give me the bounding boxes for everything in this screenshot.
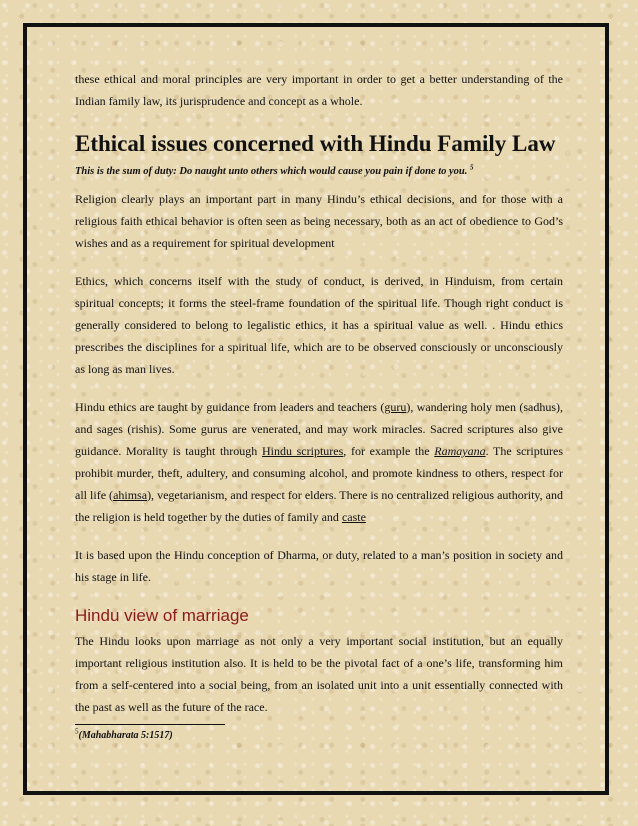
footnote — [75, 729, 563, 743]
link-ramayana[interactable]: Ramayana — [434, 444, 486, 458]
footnote-ref[interactable]: 5 — [470, 163, 474, 172]
footnote-text: (Mahabharata 5:1517) — [78, 730, 173, 741]
text-span: ), vegetarianism, and respect for elders. There is no centralized religious authority, and the religion is held together by the duties of family and — [75, 488, 564, 524]
link-hindu-scriptures[interactable]: Hindu scriptures — [261, 444, 344, 458]
paragraph-marriage: The Hindu looks upon marriage as not only a very important social institution, but an equally important religious institution also. It is held to be the pivotal fact of a one’s life, transforming him from a self-centered into a social being, from an isolated unit into a unit essentially connected with the past as well as the future of the race. — [75, 634, 563, 714]
epigraph-quote — [75, 162, 563, 182]
footnote-divider — [75, 724, 225, 725]
paragraph-ethics: Ethics, which concerns itself with the study of conduct, is derived, in Hinduism, from certain spiritual concepts; it forms the steel-frame foundation of the spiritual life. Though right conduct is generally considered to belong to legalistic ethics, it has a spiritual value as well. . Hindu ethics prescribes the disciplines for a spiritual life, which are to be observed consciously or unconsciously as long as man lives. — [75, 274, 563, 376]
subheading-marriage: Hindu view of marriage — [75, 606, 249, 625]
link-ahimsa[interactable]: ahimsa — [113, 488, 148, 502]
text-span: Hindu ethics are taught by guidance from leaders and teachers ( — [75, 400, 385, 414]
paragraph-teaching — [75, 396, 563, 528]
link-guru[interactable]: guru — [384, 400, 407, 414]
quote-text: This is the sum of duty: Do naught unto others which would cause you pain if done to you. — [75, 166, 468, 177]
link-caste[interactable]: caste — [341, 510, 366, 524]
paragraph-religion: Religion clearly plays an important part in many Hindu’s ethical decisions, and for those with a religious faith ethical behavior is often seen as being necessary, both as an act of obedience to God’s wishes and as a requirement for spiritual development — [75, 192, 563, 250]
text-span: , for example the — [343, 444, 435, 458]
text-span: . The scriptures prohibit murder, theft, adultery, and consuming alcohol, and promote kindness to others, respect for all life ( — [75, 444, 564, 502]
section-heading: Ethical issues concerned with Hindu Family Law — [75, 131, 556, 156]
document-body — [75, 68, 563, 743]
footnote-number: 5 — [75, 727, 79, 736]
paragraph-dharma: It is based upon the Hindu conception of Dharma, or duty, related to a man’s position in society and his stage in life. — [75, 548, 563, 584]
text-span: ), wandering holy men (sadhus), and sages (rishis). Some gurus are venerated, and may work miracles. Sacred scriptures also give guidance. Morality is taught through — [75, 400, 563, 458]
intro-paragraph: these ethical and moral principles are very important in order to get a better understanding of the Indian family law, its jurisprudence and concept as a whole. — [75, 72, 563, 108]
